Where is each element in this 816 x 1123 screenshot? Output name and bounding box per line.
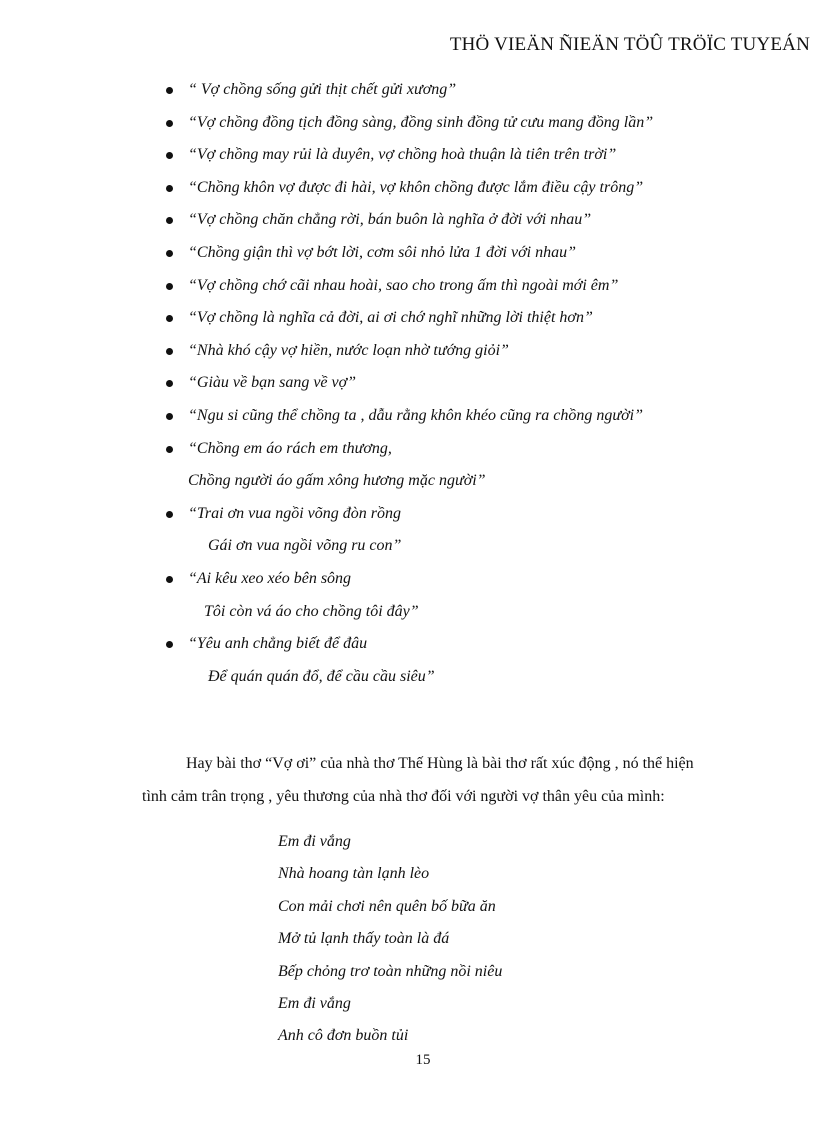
proverb-list (162, 74, 653, 693)
proverb-line: “Vợ chồng chăn chẳng rời, bán buôn là nghĩa ở đời với nhau” (188, 211, 592, 229)
list-item (162, 270, 653, 303)
bullet-icon (166, 511, 173, 518)
poem-line: Anh cô đơn buồn tủi (278, 1027, 409, 1045)
proverb-line: “Chồng em áo rách em thương, (188, 439, 392, 457)
poem-line: Mở tủ lạnh thấy toàn là đá (278, 930, 450, 948)
bullet-icon (166, 348, 173, 355)
bullet-icon (166, 283, 173, 290)
list-item (162, 433, 653, 498)
page-header-title: THÖ VIEÄN ÑIEÄN TÖÛ TRÖÏC TUYEÁN (449, 34, 810, 55)
bullet-icon (166, 185, 173, 192)
bullet-icon (166, 446, 173, 453)
bullet-icon (166, 120, 173, 127)
bullet-icon (166, 217, 173, 224)
proverb-line: “Chồng khôn vợ được đi hài, vợ khôn chồng được lắm điều cậy trông” (188, 178, 644, 196)
bullet-icon (166, 576, 173, 583)
bullet-icon (166, 641, 173, 648)
bullet-icon (166, 250, 173, 257)
proverb-line: Chồng người áo gấm xông hương mặc người” (188, 472, 486, 490)
page-number: 15 (415, 1052, 431, 1068)
proverb-line: “Chồng giận thì vợ bớt lời, cơm sôi nhỏ lửa 1 đời với nhau” (188, 243, 576, 261)
poem-line: Bếp chỏng trơ toàn những nồi niêu (278, 962, 503, 980)
list-item (162, 563, 653, 628)
proverb-line: Tôi còn vá áo cho chồng tôi đây” (204, 602, 419, 620)
proverb-line: “ Vợ chồng sống gửi thịt chết gửi xương” (188, 81, 457, 98)
list-item (162, 74, 653, 107)
poem-line: Con mải chơi nên quên bố bữa ăn (278, 897, 496, 915)
proverb-line: “Nhà khó cậy vợ hiền, nước loạn nhờ tướng giỏi” (188, 341, 509, 359)
bullet-icon (166, 152, 173, 159)
list-item (162, 498, 653, 563)
paragraph-text: Hay bài thơ “Vợ ơi” của nhà thơ Thế Hùng là bài thơ rất xúc động , nó thể hiện tình cảm trân trọng , yêu thương của nhà thơ đối với người vợ thân yêu của mình: (142, 755, 694, 805)
list-item (162, 302, 653, 335)
proverb-line: Gái ơn vua ngồi võng ru con” (208, 537, 402, 555)
body-paragraph (142, 748, 722, 813)
proverb-line: “Vợ chồng đồng tịch đồng sàng, đồng sinh đồng tử cưu mang đồng lần” (188, 113, 654, 131)
list-item (162, 172, 653, 205)
list-item (162, 335, 653, 368)
proverb-line: “Ai kêu xeo xéo bên sông (188, 569, 352, 587)
poem-line: Nhà hoang tàn lạnh lèo (278, 865, 430, 883)
proverb-line: “Vợ chồng chớ cãi nhau hoài, sao cho trong ấm thì ngoài mới êm” (188, 276, 619, 294)
list-item (162, 367, 653, 400)
proverb-line: “Ngu si cũng thể chồng ta , dẫu rằng khôn khéo cũng ra chồng người” (188, 406, 644, 424)
proverb-line: “Vợ chồng may rủi là duyên, vợ chồng hoà thuận là tiên trên trời” (188, 146, 617, 164)
proverb-line: “Trai ơn vua ngồi võng đòn rồng (188, 504, 401, 522)
bullet-icon (166, 380, 173, 387)
bullet-icon (166, 87, 173, 94)
list-item (162, 628, 653, 693)
bullet-icon (166, 413, 173, 420)
bullet-icon (166, 315, 173, 322)
poem-block (278, 826, 502, 1053)
list-item (162, 107, 653, 140)
poem-line: Em đi vắng (278, 995, 351, 1013)
proverb-line: “Yêu anh chẳng biết để đâu (188, 635, 368, 653)
list-item (162, 204, 653, 237)
list-item (162, 400, 653, 433)
proverb-line: “Vợ chồng là nghĩa cả đời, ai ơi chớ nghĩ những lời thiệt hơn” (188, 309, 593, 327)
list-item (162, 237, 653, 270)
proverb-line: Để quán quán đổ, để cầu cầu siêu” (208, 667, 435, 685)
list-item (162, 139, 653, 172)
proverb-line: “Giàu về bạn sang về vợ” (188, 374, 357, 392)
poem-line: Em đi vắng (278, 833, 351, 850)
